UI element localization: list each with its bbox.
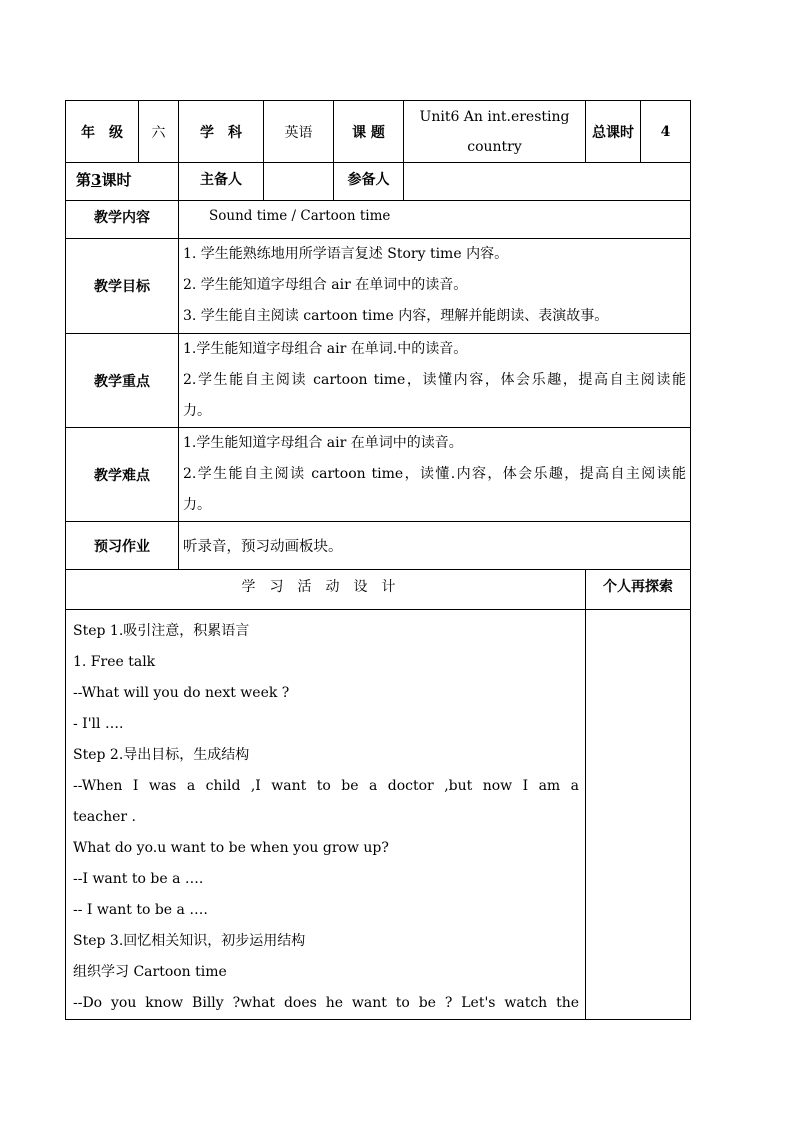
total-lessons-label: 总课时 (586, 101, 641, 163)
goal-line: 1. 学生能熟练地用所学语言复述 Story time 内容。 (183, 246, 509, 262)
preview-value: 听录音，预习动画板块。 (179, 522, 691, 570)
topic-label: 课 题 (334, 101, 404, 163)
co-preparer-label: 参备人 (334, 163, 404, 201)
activity-line: - I'll …. (73, 716, 124, 732)
activity-line: What do yo.u want to be when you grow up? (73, 840, 389, 856)
activity-body (66, 610, 586, 1020)
lesson-number: 3 (91, 171, 102, 189)
goals-label: 教学目标 (66, 239, 179, 334)
difficulties-list (179, 428, 691, 522)
activity-line: --When I was a child ,I want to be a doctor ,but now I am a (73, 778, 580, 794)
lesson-number-cell (66, 163, 179, 201)
activity-line: Step 1.吸引注意，积累语言 (73, 623, 250, 639)
lead-preparer-value (264, 163, 334, 201)
content-label: 教学内容 (66, 201, 179, 239)
key-points-label: 教学重点 (66, 334, 179, 428)
topic-value (404, 101, 586, 163)
total-lessons-value: 4 (641, 101, 691, 163)
preview-label: 预习作业 (66, 522, 179, 570)
key-point-line: 2.学生能自主阅读 cartoon time，读懂内容，体会乐趣，提高自主阅读能 (183, 372, 687, 388)
topic-value-line2: country (467, 138, 522, 155)
goals-list (179, 239, 691, 334)
side-heading: 个人再探索 (586, 570, 691, 610)
key-point-line: 1.学生能知道字母组合 air 在单词.中的读音。 (183, 341, 468, 357)
activity-line: -- I want to be a …. (73, 902, 208, 918)
activity-line: 组织学习 Cartoon time (73, 964, 227, 980)
side-exploration-area (586, 610, 691, 1020)
lesson-plan-table (65, 100, 691, 1020)
content-value: Sound time / Cartoon time (179, 201, 691, 239)
difficulty-line: 1.学生能知道字母组合 air 在单词中的读音。 (183, 435, 463, 451)
activity-line: --I want to be a …. (73, 871, 204, 887)
lead-preparer-label: 主备人 (179, 163, 264, 201)
topic-value-line1: Unit6 An int.eresting (419, 108, 570, 125)
grade-label: 年 级 (66, 101, 139, 163)
goal-line: 2. 学生能知道字母组合 air 在单词中的读音。 (183, 277, 468, 293)
difficulty-line: 力。 (183, 497, 211, 513)
activity-line: Step 3.回忆相关知识，初步运用结构 (73, 933, 306, 949)
difficulties-label: 教学难点 (66, 428, 179, 522)
key-points-list (179, 334, 691, 428)
activity-line: Step 2.导出目标，生成结构 (73, 747, 250, 763)
subject-value: 英语 (264, 101, 334, 163)
difficulty-line: 2.学生能自主阅读 cartoon time，读懂.内容，体会乐趣，提高自主阅读能 (183, 466, 687, 482)
grade-value: 六 (139, 101, 179, 163)
goal-line: 3. 学生能自主阅读 cartoon time 内容，理解并能朗读、表演故事。 (183, 308, 609, 324)
co-preparer-value (404, 163, 691, 201)
activity-heading: 学习活动设计 (66, 570, 586, 610)
subject-label: 学 科 (179, 101, 264, 163)
lesson-prefix: 第 (76, 171, 92, 189)
activity-line: --What will you do next week ? (73, 685, 290, 701)
activity-line: --Do you know Billy ?what does he want to be ? Let's watch the (73, 995, 580, 1011)
key-point-line: 力。 (183, 403, 211, 419)
lesson-suffix: 课时 (101, 171, 132, 189)
activity-line: 1. Free talk (73, 654, 156, 670)
activity-line: teacher . (73, 809, 136, 825)
